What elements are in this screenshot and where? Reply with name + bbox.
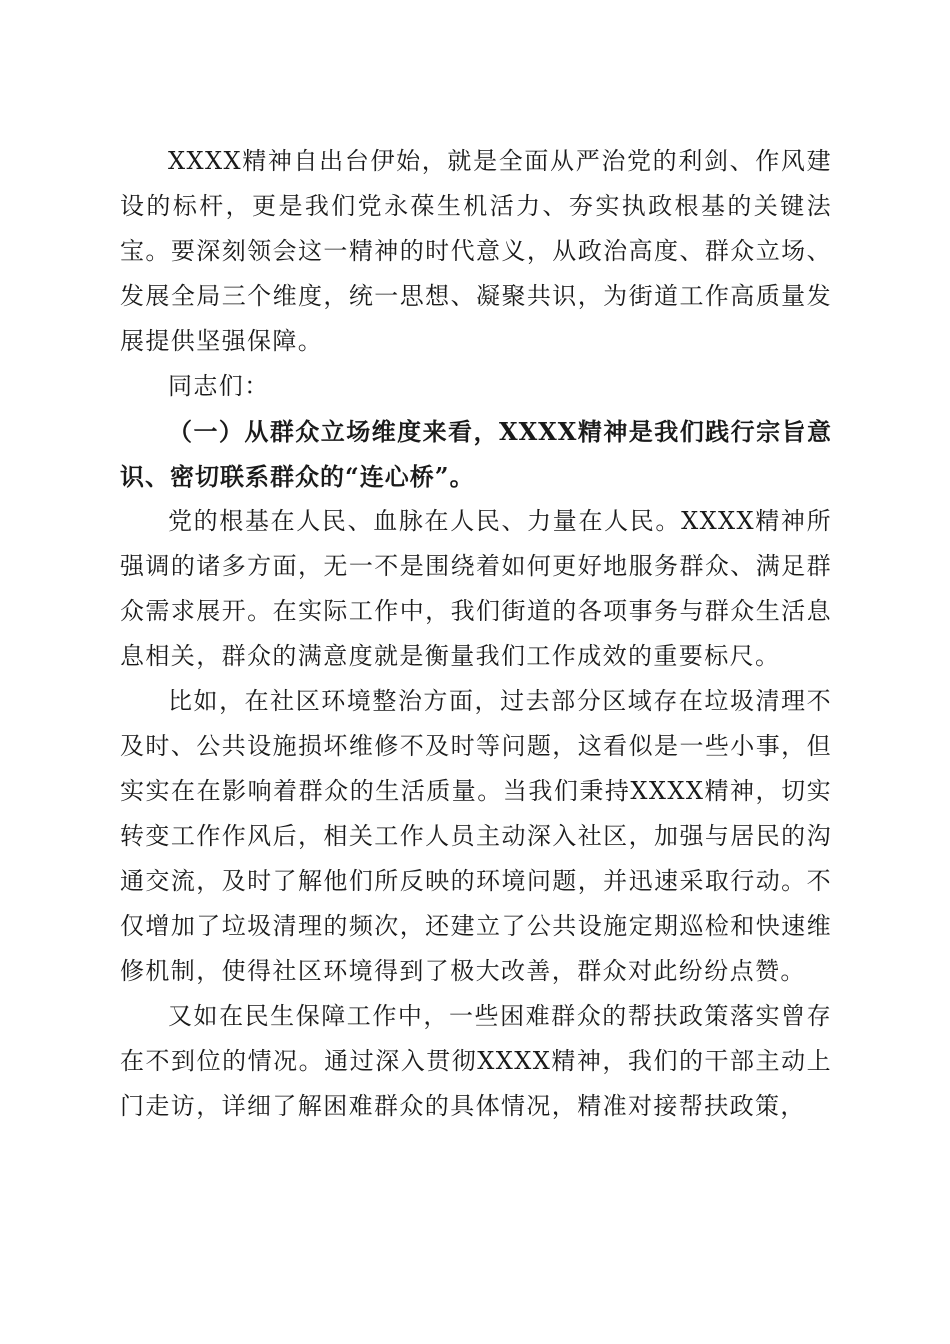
section-heading: （一）从群众立场维度来看，XXXX精神是我们践行宗旨意识、密切联系群众的“连心桥”。 <box>120 417 832 491</box>
paragraph-community-example: 比如，在社区环境整治方面，过去部分区域存在垃圾清理不及时、公共设施损坏维修不及时等问题，这看似是一些小事，但实实在在影响着群众的生活质量。当我们秉持XXXX精神，切实转变工作作风后，相关工作人员主动深入社区，加强与居民的沟通交流，及时了解他们所反映的环境问题，并迅速采取行动。不仅增加了垃圾清理的频次，还建立了公共设施定期巡检和快速维修机制，使得社区环境得到了极大改善，群众对此纷纷点赞。 <box>120 687 832 985</box>
paragraph-livelihood-example: 又如在民生保障工作中，一些困难群众的帮扶政策落实曾存在不到位的情况。通过深入贯彻XXXX精神，我们的干部主动上门走访，详细了解困难群众的具体情况，精准对接帮扶政策， <box>120 1002 832 1120</box>
paragraph-salutation: 同志们： <box>168 372 270 400</box>
paragraph-intro: XXXX精神自出台伊始，就是全面从严治党的利剑、作风建设的标杆，更是我们党永葆生机活力、夯实执政根基的关键法宝。要深刻领会这一精神的时代意义，从政治高度、群众立场、发展全局三个维度，统一思想、凝聚共识，为街道工作高质量发展提供坚强保障。 <box>120 147 832 355</box>
paragraph-party-roots: 党的根基在人民、血脉在人民、力量在人民。XXXX精神所强调的诸多方面，无一不是围绕着如何更好地服务群众、满足群众需求展开。在实际工作中，我们街道的各项事务与群众生活息息相关，群众的满意度就是衡量我们工作成效的重要标尺。 <box>120 507 832 670</box>
document-body <box>120 139 832 1129</box>
